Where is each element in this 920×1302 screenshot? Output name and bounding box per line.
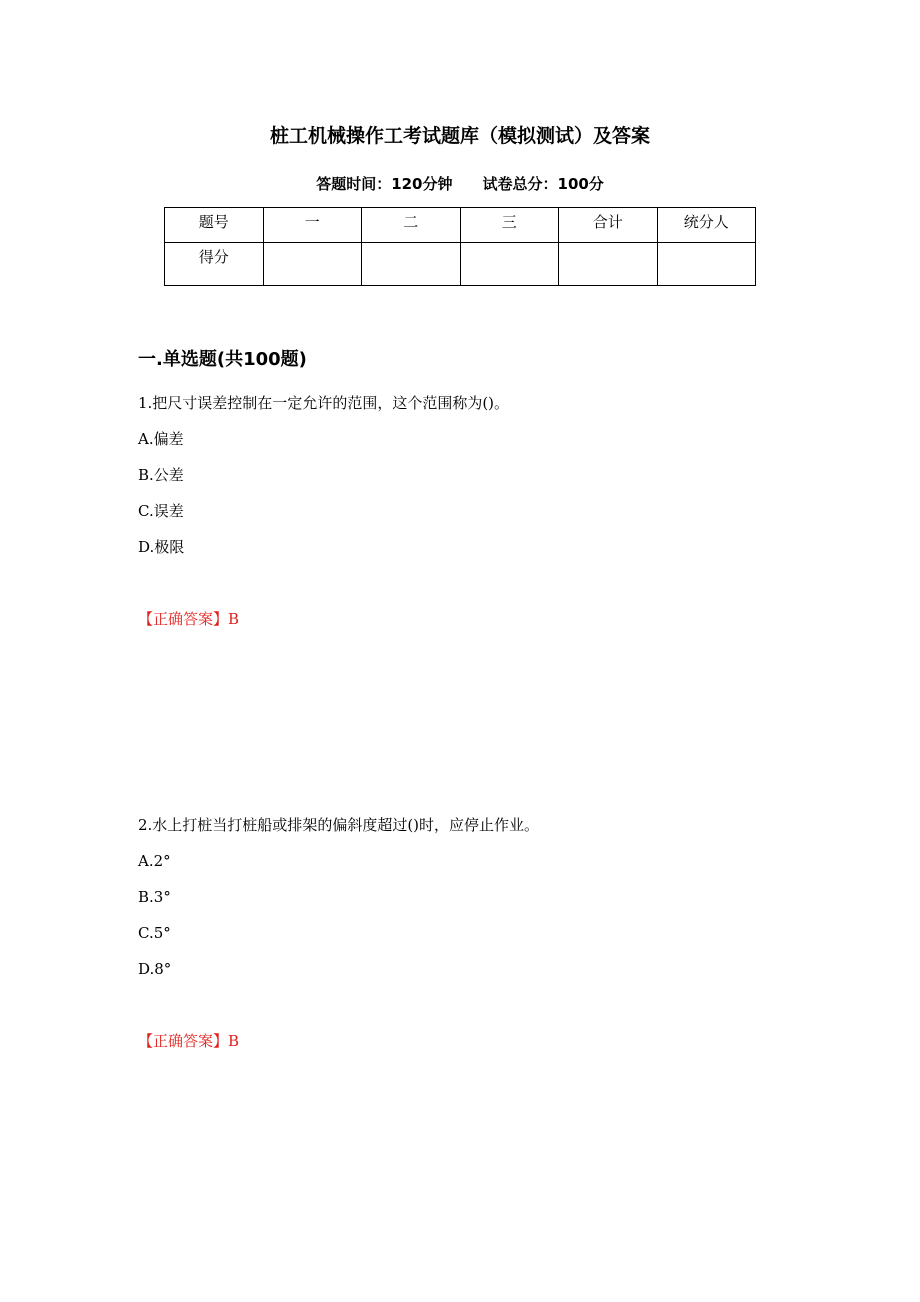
question-2-option-d: D.8° xyxy=(138,960,172,978)
question-1-answer: 【正确答案】B xyxy=(138,610,240,628)
header-cell-scorer: 统分人 xyxy=(657,208,756,243)
question-1-text: 1.把尺寸误差控制在一定允许的范围，这个范围称为()。 xyxy=(138,394,510,412)
exam-time: 答题时间：120分钟 xyxy=(316,175,453,193)
question-2-option-c: C.5° xyxy=(138,924,171,942)
header-cell-part-2: 二 xyxy=(362,208,461,243)
header-cell-part-3: 三 xyxy=(460,208,559,243)
score-cell-part-2 xyxy=(362,243,461,286)
score-cell-part-3 xyxy=(460,243,559,286)
question-1-option-a: A.偏差 xyxy=(138,430,184,448)
question-1-option-c: C.误差 xyxy=(138,502,184,520)
exam-info xyxy=(0,173,920,195)
question-2-option-b: B.3° xyxy=(138,888,171,906)
question-1-option-b: B.公差 xyxy=(138,466,184,484)
question-2-text: 2.水上打桩当打桩船或排架的偏斜度超过()时，应停止作业。 xyxy=(138,816,540,834)
question-1-option-d: D.极限 xyxy=(138,538,185,556)
score-table-header-row xyxy=(165,208,756,243)
score-cell-part-1 xyxy=(263,243,362,286)
section-title: 一.单选题(共100题) xyxy=(138,349,307,370)
question-2-answer: 【正确答案】B xyxy=(138,1032,240,1050)
score-row-label: 得分 xyxy=(165,243,264,286)
score-cell-scorer xyxy=(657,243,756,286)
document-title: 桩工机械操作工考试题库（模拟测试）及答案 xyxy=(269,125,650,147)
header-cell-total: 合计 xyxy=(559,208,658,243)
score-table-score-row xyxy=(165,243,756,286)
score-table xyxy=(164,207,756,286)
total-score: 试卷总分：100分 xyxy=(482,175,604,193)
header-cell-question-no: 题号 xyxy=(165,208,264,243)
score-cell-total xyxy=(559,243,658,286)
header-cell-part-1: 一 xyxy=(263,208,362,243)
question-2-option-a: A.2° xyxy=(138,852,171,870)
